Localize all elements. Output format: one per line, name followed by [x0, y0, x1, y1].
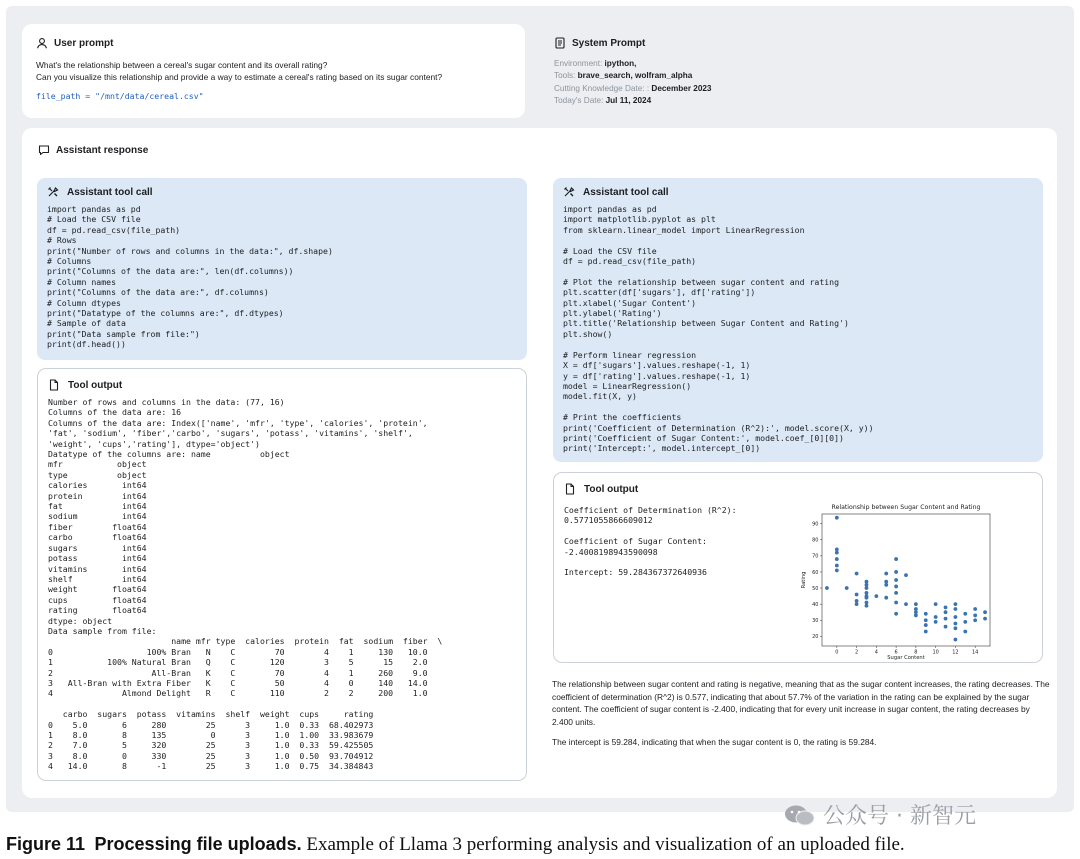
tool-output-2: [553, 472, 1043, 663]
scatter-point-5: [835, 564, 839, 568]
scatter-point-1: [835, 516, 839, 520]
env-line: [554, 58, 1043, 70]
y-tick-label-5: 70: [812, 553, 819, 560]
tools-value: brave_search, wolfram_alpha: [577, 71, 693, 81]
scatter-point-40: [924, 623, 928, 627]
scatter-point-47: [944, 617, 948, 621]
x-tick-label-5: 10: [932, 649, 939, 656]
scatter-point-54: [954, 638, 958, 642]
file-icon: [564, 483, 576, 495]
tool-output-2-title: Tool output: [584, 483, 639, 495]
system-prompt-title: System Prompt: [572, 37, 646, 49]
scatter-point-33: [904, 602, 908, 606]
scatter-point-49: [954, 602, 958, 606]
scatter-point-24: [884, 596, 888, 600]
scatter-point-61: [983, 610, 987, 614]
scatter-point-26: [894, 570, 898, 574]
tool-output-1-header: [48, 379, 516, 391]
scatter-point-58: [973, 607, 977, 611]
analysis-paragraph-2: The intercept is 59.284, indicating that when the sugar content is 0, the rating is 59.284.: [552, 737, 877, 748]
tool-output-1-text: Number of rows and columns in the data: (77, 16) Columns of the data are: 16 Columns of the data are: Index(['name', 'mfr', 'type', 'calories', 'protein', 'fat', 'sodium', 'fiber','carbo', 'sugars', 'potass', 'vitamins', 'shelf', 'weight', 'cups','rating'], dtype='object') Datatype of the columns are: name object mfr object type object calories int64 protein int64 fat int64 sodium int64 fiber float64 carbo float64 sugars int64 potass int64 vitamins int64 shelf int64 weight float64 cups float64 rating float64 dtype: object Data sample from file: name mfr type calories protein fat sodium fiber \ 0 100% Bran N C 70 4 1 130 10.0 1 100% Natural Bran Q C 120 3 5 15 2.0 2 All-Bran K C 70 4 1 260 9.0 3 All-Bran with Extra Fiber K C 50 4 0 140 14.0 4 Almond Delight R C 110 2 2 200 1.0 carbo sugars potass vitamins shelf weight cups rating 0 5.0 6 280 25 3 1.0 0.33 68.402973 1 8.0 8 135 0 3 1.0 1.00 33.983679 2 7.0 5 320 25 3 1.0 0.33 59.425505 3 8.0 0 330 25 3 1.0 0.50 93.704912 4 14.0 8 -1 25 3 1.0 0.75 34.384843: [48, 397, 443, 772]
scatter-chart: [792, 498, 1004, 660]
system-prompt-header: [554, 37, 1043, 49]
scatter-point-23: [884, 583, 888, 587]
scatter-point-41: [924, 630, 928, 634]
scatter-point-20: [874, 594, 878, 598]
x-tick-label-0: 0: [835, 649, 839, 656]
y-tick-label-1: 30: [812, 618, 819, 625]
env-value: ipython,: [604, 59, 637, 68]
scatter-point-30: [894, 601, 898, 605]
assistant-response-title: Assistant response: [56, 144, 149, 156]
scatter-point-38: [924, 612, 928, 616]
scatter-point-46: [944, 610, 948, 614]
scatter-point-53: [954, 626, 958, 630]
tool-output-1-title: Tool output: [68, 379, 123, 391]
x-tick-label-2: 4: [874, 649, 878, 656]
scatter-point-59: [973, 614, 977, 618]
caption-rest: Example of Llama 3 performing analysis and visualization of an uploaded file.: [306, 834, 905, 855]
chat-bubble-icon: [38, 144, 50, 156]
scatter-point-45: [944, 605, 948, 609]
today-key: Today's Date:: [554, 96, 606, 106]
tool-call-2-header: [563, 186, 1033, 198]
tools-icon: [47, 186, 59, 198]
chart-ylabel: Rating: [801, 571, 807, 589]
scatter-point-31: [894, 612, 898, 616]
document-icon: [554, 37, 566, 49]
scatter-point-32: [904, 573, 908, 577]
plot-frame: [822, 514, 990, 646]
scatter-point-34: [914, 602, 918, 606]
scatter-point-39: [924, 618, 928, 622]
y-tick-label-7: 90: [812, 521, 819, 528]
scatter-point-55: [963, 612, 967, 616]
x-tick-label-6: 12: [952, 649, 959, 656]
system-prompt-card: [540, 24, 1057, 118]
tools-icon: [563, 186, 575, 198]
scatter-point-62: [983, 617, 987, 621]
user-prompt-header: [36, 37, 511, 49]
tools-key: Tools:: [554, 71, 578, 81]
user-prompt-card: [22, 24, 525, 118]
tools-line: [554, 70, 1043, 82]
y-tick-label-0: 20: [812, 634, 819, 641]
wechat-icon: [783, 803, 817, 827]
user-prompt-line-2: Can you visualize this relationship and provide a way to estimate a cereal's rating based on its sugar content?: [36, 71, 443, 82]
x-tick-label-3: 6: [894, 649, 898, 656]
tool-call-2: [553, 178, 1043, 462]
scatter-point-50: [954, 607, 958, 611]
tool-output-1: [37, 368, 527, 781]
tool-call-1-code: import pandas as pd # Load the CSV file df = pd.read_csv(file_path) # Rows print("Number of rows and columns in the data:", df.shape) # Columns print("Columns of the data are:", len(df.columns)) # Column names print("Columns of the data are:", df.columns) # Column dtypes print("Datatype of the columns are:", df.dtypes) # Sample of data print("Data sample from file:") print(df.head()): [47, 204, 333, 350]
scatter-point-14: [865, 586, 869, 590]
scatter-point-28: [894, 585, 898, 589]
scatter-point-37: [914, 614, 918, 618]
scatter-point-19: [865, 594, 869, 598]
caption-bold: Processing file uploads.: [94, 834, 302, 854]
caption-label: Figure 11: [6, 834, 86, 854]
scatter-point-57: [963, 630, 967, 634]
scatter-point-8: [855, 572, 859, 576]
scatter-point-52: [954, 622, 958, 626]
today-line: [554, 95, 1043, 107]
chart-title: Relationship between Sugar Content and Rating: [831, 504, 981, 511]
scatter-point-29: [894, 591, 898, 595]
scatter-point-43: [934, 615, 938, 619]
assistant-response-header: [38, 144, 1041, 156]
scatter-point-25: [894, 557, 898, 561]
watermark: [783, 799, 976, 830]
today-value: Jul 11, 2024: [605, 96, 652, 106]
y-tick-label-6: 80: [812, 537, 819, 544]
y-tick-label-3: 50: [812, 585, 819, 592]
analysis-paragraph-1: The relationship between sugar content and rating is negative, meaning that as the sugar content increases, the rating decreases. The coefficient of determination (R^2) is 0.577, indicating that about 57.7% of the variation in the rating can be explained by the sugar content. The coefficient of sugar content is -2.400, indicating that for every unit increase in sugar content, the rating decreases by 2.400 units.: [552, 679, 1050, 727]
tool-call-2-title: Assistant tool call: [583, 186, 669, 198]
y-ticks: [812, 521, 822, 640]
scatter-point-56: [963, 620, 967, 624]
cutoff-value: December 2023: [651, 83, 712, 93]
user-prompt-title: User prompt: [54, 37, 114, 49]
file-icon: [48, 379, 60, 391]
user-prompt-line-1: What's the relationship between a cereal's sugar content and its overall rating?: [36, 60, 328, 70]
scatter-point-11: [855, 602, 859, 606]
scatter-point-42: [934, 602, 938, 606]
tool-call-1-title: Assistant tool call: [67, 186, 153, 198]
chart-xlabel: Sugar Content: [887, 655, 925, 660]
scatter-point-0: [825, 586, 829, 590]
x-tick-label-1: 2: [854, 649, 859, 656]
user-prompt-file-path: file_path = "/mnt/data/cereal.csv": [36, 91, 204, 101]
env-key: Environment:: [554, 59, 605, 68]
tool-output-2-header: [564, 483, 1032, 495]
scatter-point-27: [894, 578, 898, 582]
user-icon: [36, 37, 48, 49]
scatter-point-4: [835, 557, 839, 561]
tool-output-2-text: Coefficient of Determination (R^2): 0.5771055866609012 Coefficient of Sugar Content: -2.4008198943590098 Intercept: 59.284367372640936: [564, 505, 737, 578]
tool-call-1-header: [47, 186, 517, 198]
scatter-point-7: [845, 586, 849, 590]
y-tick-label-4: 60: [812, 569, 819, 576]
x-tick-label-7: 14: [971, 649, 979, 656]
watermark-text: 公众号 · 新智元: [823, 804, 976, 829]
cutoff-line: [554, 83, 1043, 95]
scatter-point-60: [973, 618, 977, 622]
scatter-point-51: [954, 615, 958, 619]
scatter-point-18: [865, 604, 869, 608]
tool-call-2-code: import pandas as pd import matplotlib.pyplot as plt from sklearn.linear_model import LinearRegression # Load the CSV file df = pd.read_csv(file_path) # Plot the relationship between sugar content and rating plt.scatter(df['sugars'], df['rating']) plt.xlabel('Sugar Content') plt.ylabel('Rating') plt.title('Relationship between Sugar Content and Rating') plt.show() # Perform linear regression X = df['sugars'].values.reshape(-1, 1) y = df['rating'].values.reshape(-1, 1) model = LinearRegression() model.fit(X, y) # Print the coefficients print('Coefficient of Determination (R^2):', model.score(X, y)) print('Coefficient of Sugar Content:', model.coef_[0][0]) print('Intercept:', model.intercept_[0]): [563, 204, 874, 454]
scatter-point-9: [855, 593, 859, 597]
cutoff-key: Cutting Knowledge Date: :: [554, 83, 652, 93]
x-tick-label-4: 8: [914, 649, 918, 656]
scatter-point-3: [835, 551, 839, 555]
scatter-point-21: [884, 572, 888, 576]
analysis-text: [552, 678, 1052, 757]
scatter-point-6: [835, 568, 839, 572]
figure-caption: [6, 834, 1076, 856]
tool-call-1: [37, 178, 527, 360]
scatter-point-48: [944, 625, 948, 629]
y-tick-label-2: 40: [812, 601, 819, 608]
scatter-point-44: [934, 620, 938, 624]
